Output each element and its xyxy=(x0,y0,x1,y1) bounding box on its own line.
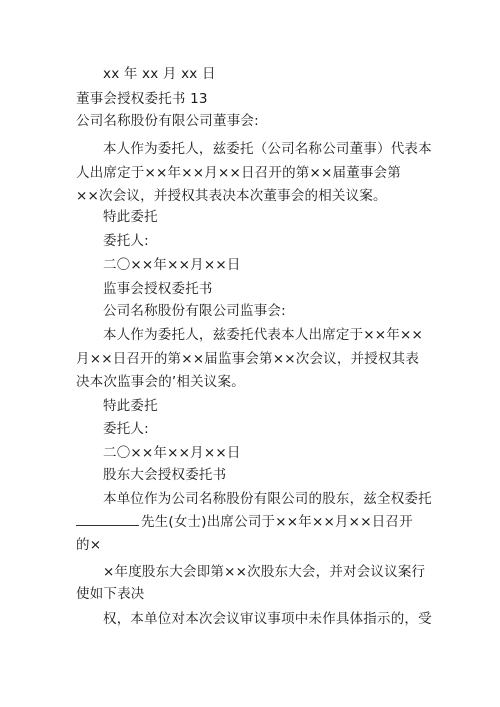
shareholder-paragraph-line: 的× xyxy=(76,537,102,553)
supervisory-paragraph-line: 月××日召开的第××届监事会第××次会议，并授权其表 xyxy=(76,351,420,367)
supervisory-paragraph-line: 决本次监事会的’相关议案。 xyxy=(76,374,245,390)
supervisory-paragraph-line: 本人作为委托人，兹委托代表本人出席定于××年×× xyxy=(103,327,424,343)
date-line: xx 年 xx 月 xx 日 xyxy=(103,66,216,82)
shareholder-paragraph-text: 先生(女士)出席公司于××年××月××日召开 xyxy=(141,514,413,530)
shareholder-paragraph-line xyxy=(76,513,413,531)
supervisory-title: 监事会授权委托书 xyxy=(103,281,213,297)
board-special-note: 特此委托 xyxy=(103,209,158,225)
board-principal-label: 委托人: xyxy=(103,233,149,249)
shareholder-title: 股东大会授权委托书 xyxy=(103,467,227,483)
name-blank-line xyxy=(76,513,139,526)
supervisory-special-note: 特此委托 xyxy=(103,398,158,414)
shareholder-paragraph-line: 权，本单位对本次会议审议事项中未作具体指示的，受 xyxy=(103,611,432,627)
board-date: 二〇××年××月××日 xyxy=(103,257,241,273)
document-title: 董事会授权委托书 13 xyxy=(76,91,208,107)
supervisory-principal-label: 委托人: xyxy=(103,421,149,437)
shareholder-paragraph-line: 本单位作为公司名称股份有限公司的股东，兹全权委托 xyxy=(103,491,432,507)
shareholder-paragraph-line: 使如下表决 xyxy=(76,586,145,602)
board-paragraph-line: 人出席定于××年××月××日召开的第××届董事会第 xyxy=(76,165,401,181)
board-addressee: 公司名称股份有限公司董事会: xyxy=(76,113,259,129)
board-paragraph-line: ××次会议，并授权其表决本次董事会的相关议案。 xyxy=(76,188,387,204)
shareholder-paragraph-line: ×年度股东大会即第××次股东大会，并对会议议案行 xyxy=(103,564,426,580)
supervisory-addressee: 公司名称股份有限公司监事会: xyxy=(103,303,286,319)
supervisory-date: 二〇××年××月××日 xyxy=(103,445,241,461)
board-paragraph-line: 本人作为委托人，兹委托（公司名称公司董事）代表本 xyxy=(103,141,432,157)
